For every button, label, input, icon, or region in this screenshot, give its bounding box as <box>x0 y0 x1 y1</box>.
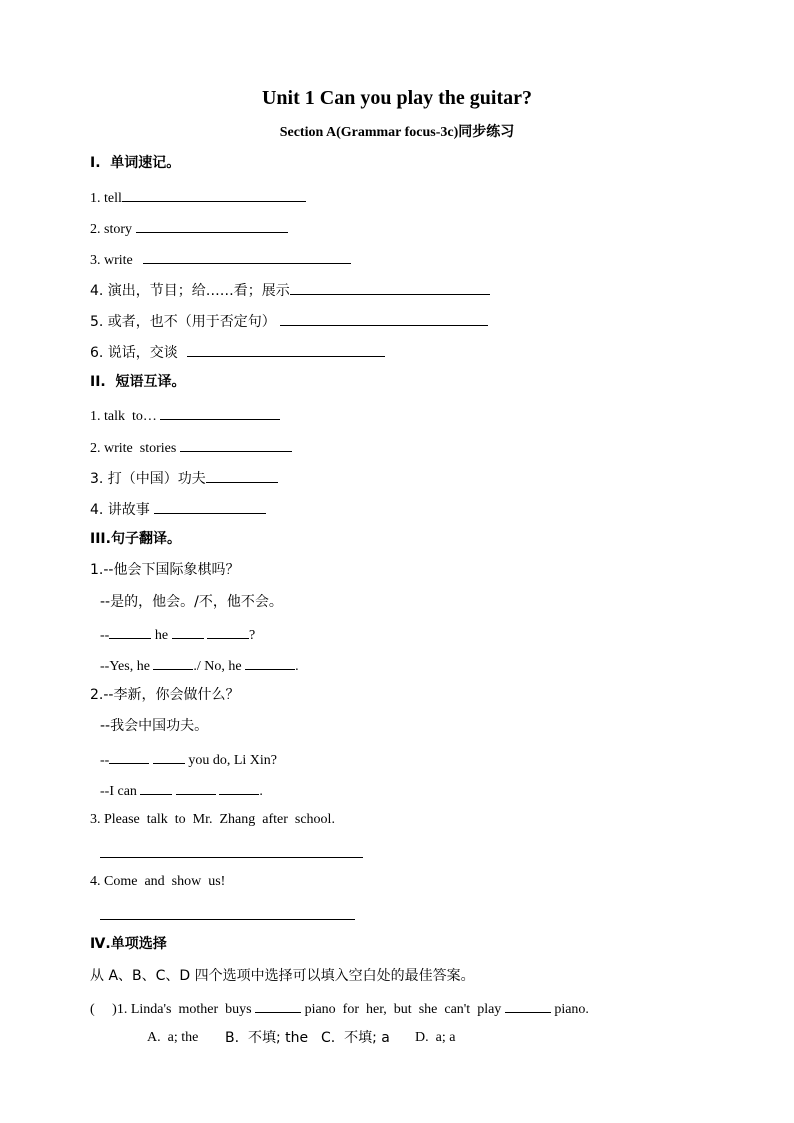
answer-blank[interactable] <box>140 780 172 795</box>
page-subtitle: Section A(Grammar focus-3c)同步练习 <box>279 125 515 140</box>
answer-blank[interactable] <box>172 624 204 639</box>
line-prefix: -- <box>100 753 110 768</box>
vocab-item-2 <box>90 218 288 239</box>
translation-q2-english-question <box>100 749 277 770</box>
answer-blank[interactable] <box>187 342 385 357</box>
answer-blank[interactable] <box>136 218 288 233</box>
answer-blank[interactable] <box>109 749 149 764</box>
choice-option-d[interactable]: D. a; a <box>415 1030 456 1045</box>
translation-q3-sentence: 3. Please talk to Mr. Zhang after school. <box>90 812 335 827</box>
phrase-item-4 <box>90 499 266 519</box>
item-text: 1. talk to… <box>90 409 157 424</box>
item-text: 3. write <box>90 253 133 268</box>
section-heading-1: I. 单词速记。 <box>90 155 181 171</box>
answer-blank[interactable] <box>154 499 266 514</box>
phrase-item-2 <box>90 437 292 458</box>
line-end: ? <box>249 628 256 643</box>
section-heading-4: Ⅳ.单项选择 <box>90 936 167 952</box>
item-text: 5. 或者，也不（用于否定句） <box>90 314 276 330</box>
option-text: C. 不填; a <box>321 1030 390 1046</box>
phrase-item-1 <box>90 405 280 426</box>
line-end: you do, Li Xin? <box>184 753 277 768</box>
answer-blank[interactable] <box>109 624 151 639</box>
question-text: 1. Linda's mother buys <box>116 1002 256 1017</box>
item-text: 4. 讲故事 <box>90 502 150 518</box>
vocab-item-3 <box>90 249 351 270</box>
translation-q1-english-answer <box>100 655 299 676</box>
vocab-item-1 <box>90 187 306 208</box>
answer-blank[interactable] <box>143 249 351 264</box>
answer-blank[interactable] <box>245 655 295 670</box>
answer-blank[interactable] <box>180 437 292 452</box>
item-text: 4. 演出，节目；给……看；展示 <box>90 283 290 299</box>
translation-q3-answer-line[interactable] <box>100 857 363 858</box>
answer-blank[interactable] <box>153 655 193 670</box>
line-prefix: -- <box>100 628 110 643</box>
choice-option-a[interactable]: A. a; the <box>147 1030 199 1045</box>
translation-q2-chinese: 2.--李新，你会做什么？ <box>90 687 240 703</box>
translation-q1-chinese: 1.--他会下国际象棋吗？ <box>90 562 240 578</box>
line-prefix: --Yes, he <box>100 659 154 674</box>
translation-q2-chinese-answer: --我会中国功夫。 <box>100 718 209 734</box>
translation-q1-chinese-answer: --是的，他会。/不，他不会。 <box>100 594 283 610</box>
answer-blank[interactable] <box>219 780 259 795</box>
answer-blank[interactable] <box>206 468 278 483</box>
item-text: 1. tell <box>90 191 122 206</box>
translation-q4-sentence: 4. Come and show us! <box>90 874 226 889</box>
vocab-item-5 <box>90 311 488 331</box>
item-text: 3. 打（中国）功夫 <box>90 471 206 487</box>
item-text: 6. 说话，交谈 <box>90 345 178 361</box>
answer-blank <box>255 998 301 1013</box>
item-text: 2. write stories <box>90 441 177 456</box>
page-title: Unit 1 Can you play the guitar? <box>261 87 533 109</box>
line-text: ./ No, he <box>193 659 246 674</box>
section-4-instruction: 从 A、B、C、D 四个选项中选择可以填入空白处的最佳答案。 <box>90 968 475 984</box>
answer-blank[interactable] <box>160 405 280 420</box>
translation-q2-english-answer <box>100 780 263 801</box>
answer-blank[interactable] <box>207 624 249 639</box>
answer-bracket[interactable]: ( ) <box>90 1002 117 1017</box>
phrase-item-3 <box>90 468 278 488</box>
answer-blank[interactable] <box>280 311 488 326</box>
answer-blank[interactable] <box>290 280 490 295</box>
choice-option-c[interactable] <box>321 1029 390 1048</box>
line-end: . <box>295 659 299 674</box>
translation-q1-english-question <box>100 624 255 645</box>
answer-blank[interactable] <box>176 780 216 795</box>
line-prefix: --I can <box>100 784 141 799</box>
choice-option-b[interactable] <box>225 1029 308 1048</box>
choice-question-1 <box>90 998 589 1019</box>
option-text: B. 不填; the <box>225 1030 309 1046</box>
vocab-item-6 <box>90 342 385 362</box>
answer-blank <box>505 998 551 1013</box>
section-heading-2: II. 短语互译。 <box>90 374 186 390</box>
line-end: . <box>259 784 263 799</box>
answer-blank[interactable] <box>153 749 185 764</box>
item-text: 2. story <box>90 222 132 237</box>
question-text: piano for her, but she can't play <box>301 1002 505 1017</box>
answer-blank[interactable] <box>122 187 306 202</box>
section-heading-3: III.句子翻译。 <box>90 531 181 547</box>
question-text: piano. <box>550 1002 589 1017</box>
line-text: he <box>151 628 172 643</box>
vocab-item-4 <box>90 280 490 300</box>
translation-q4-answer-line[interactable] <box>100 919 355 920</box>
